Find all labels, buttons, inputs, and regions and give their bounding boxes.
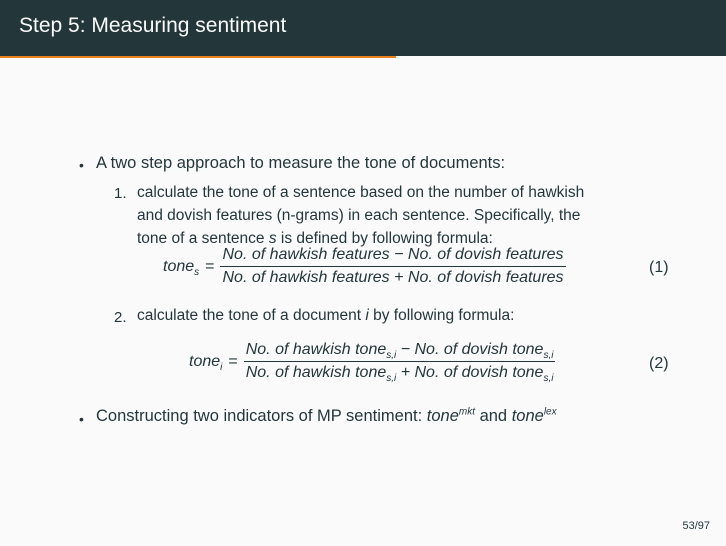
text: calculate the tone of a document [137,307,366,324]
slide-header [0,0,726,56]
equation-1: tone$_s$ = $\frac{\text{No. of hawkish features − No. of dovish features}}{\text{No. of hawkish features + No. of dovish features}}$ [163,246,564,286]
bullet-text: Constructing two indicators of MP sentiment: tone$^{mkt}$ and tone$^{lex}$ [96,406,557,425]
fraction [244,341,556,385]
page-number: 53/97 [682,520,710,532]
slide-title: Step 5: Measuring sentiment [19,14,287,37]
progress-bar [0,56,396,58]
step-line: and dovish features (n-grams) in each sentence. Specifically, the [137,207,581,224]
step-number: 2. [114,309,127,326]
text: tone of a sentence [137,230,269,247]
var: s [268,230,277,247]
text: is defined by following formula: [276,230,493,247]
equation-label: (2) [649,355,669,372]
bullet-text: A two step approach to measure the tone of documents: [96,154,506,172]
bullet-icon: • [79,411,84,427]
step-line: calculate the tone of a sentence based on the number of hawkish [137,184,585,201]
step-line [137,307,514,325]
numerator: No. of hawkish tone$_{s,i}$ − No. of dovish tone$_{s,i}$ [245,341,554,362]
equation-2: tone$_i$ = $\frac{No. of hawkish tone_{s,i} - No. of dovish tone_{s,i}}{No. of hawkish tone_{s,i} + No. of dovish tone_{s,i}}$ [189,341,554,385]
equation-label: (1) [649,259,669,276]
numerator: No. of hawkish features − No. of dovish features [220,246,565,267]
lhs: tone$_i$ [189,352,223,373]
var: i [365,307,369,324]
bullet-icon: • [79,157,84,173]
denominator: No. of hawkish tone$_{s,i}$ + No. of dovish tone$_{s,i}$ [245,364,554,385]
text: by following formula: [368,307,515,324]
fraction [220,246,565,287]
denominator: No. of hawkish features + No. of dovish features [222,269,564,286]
step-number: 1. [114,185,127,202]
lhs: tone$_s$ [163,257,200,278]
